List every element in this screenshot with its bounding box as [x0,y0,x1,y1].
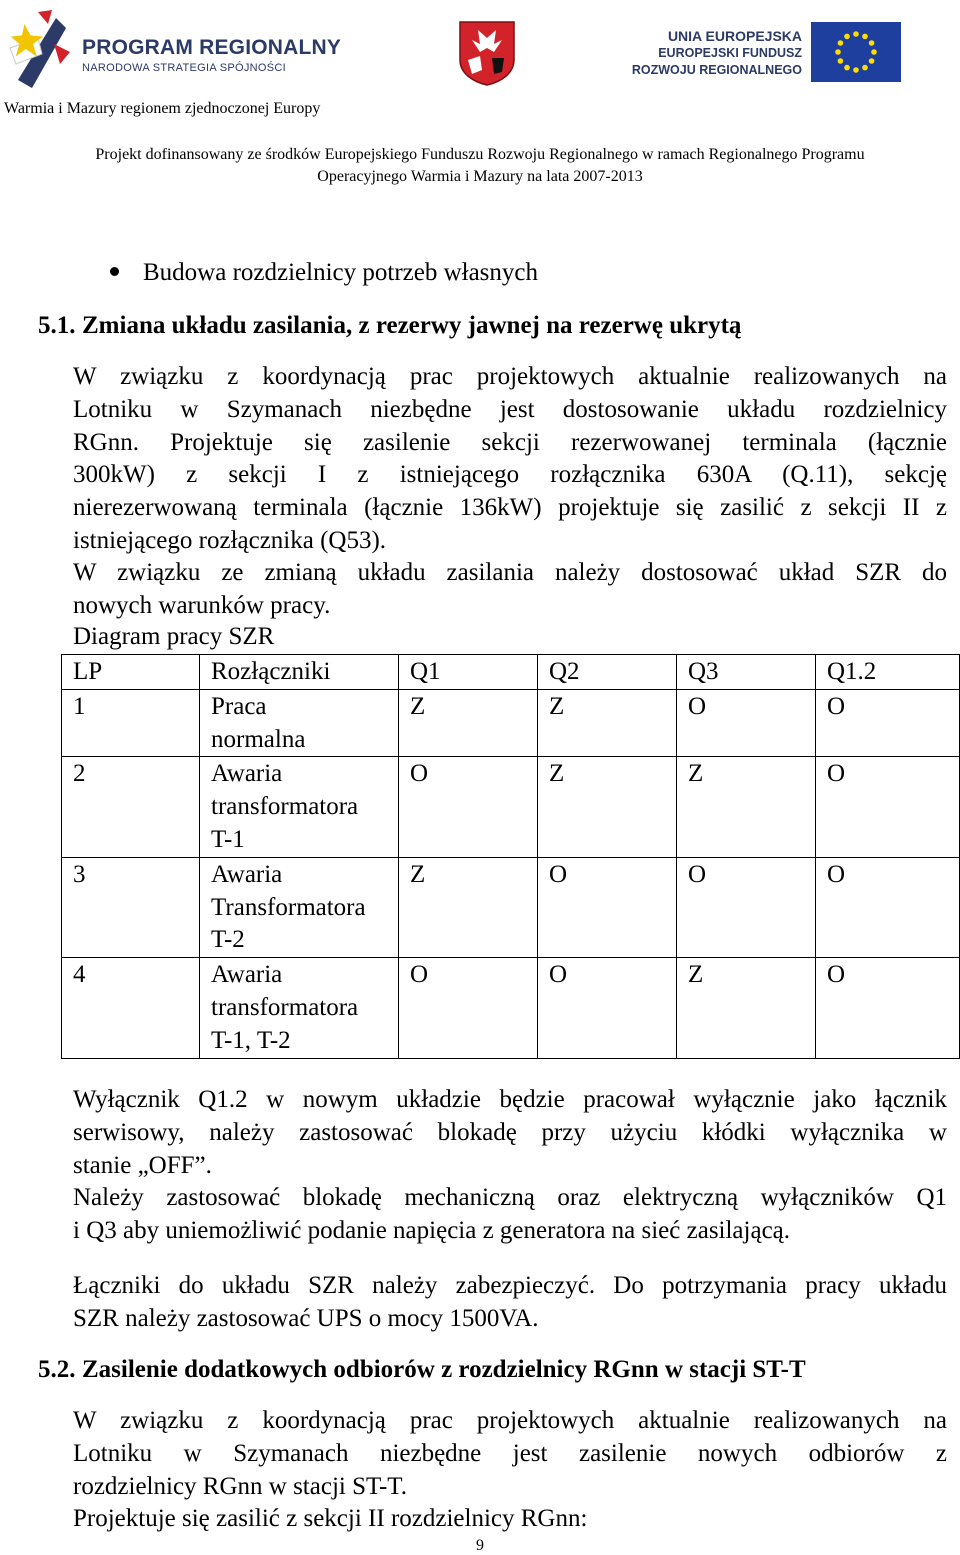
cell-lp: 2 [62,757,200,857]
desc-line: Transformatora [211,893,366,921]
eu-fund-logo [630,22,905,84]
program-name: PROGRAM REGIONALNY [82,36,342,59]
cell-q1: Z [399,857,538,957]
paragraph-line: SZR należy zastosować UPS o mocy 1500VA. [73,1304,539,1332]
cell-q2: O [538,857,677,957]
funding-note [0,144,960,188]
cell-lp: 3 [62,857,200,957]
cell-description [200,757,399,857]
paragraph-line: rozdzielnicy RGnn w stacji ST-T. [73,1472,407,1500]
desc-line: Awaria [211,961,283,989]
table-row [62,958,960,1058]
cell-q3: O [677,857,816,957]
paragraph-line: Lotniku w Szymanach niezbędne jest dostosowanie układu rozdzielnicy [73,395,947,423]
section-title: Zasilenie dodatkowych odbiorów z rozdzielnicy RGnn w stacji ST-T [82,1356,806,1383]
paragraph-line: stanie „OFF”. [73,1151,212,1179]
desc-line: transformatora [211,993,359,1021]
cell-q3: O [677,689,816,757]
desc-line: Praca [211,692,267,720]
paragraph-line: Projektuje się zasilić z sekcji II rozdzielnicy RGnn: [73,1505,588,1532]
paragraph-line: RGnn. Projektuje się zasilenie sekcji rezerwowanej terminala (łącznie [73,428,947,456]
cell-q1-2: O [816,857,960,957]
desc-line: normalna [211,725,306,753]
table-row [62,757,960,857]
header-cell-q3: Q3 [677,655,816,690]
paragraph-q1-2-service [73,1084,947,1182]
szr-diagram-table [61,654,960,1059]
paragraph-line: W związku z koordynacją prac projektowych aktualnie realizowanych na [73,1407,947,1434]
header-cell-q1-2: Q1.2 [816,655,960,690]
section-heading-5-2 [38,1356,806,1384]
bullet-icon [110,267,119,276]
paragraph-line: nowych warunków pracy. [73,591,331,619]
cell-q1-2: O [816,757,960,857]
cell-q1: O [399,958,538,1058]
coat-of-arms-icon [458,20,516,86]
cell-q1-2: O [816,689,960,757]
paragraph-line: Wyłącznik Q1.2 w nowym układzie będzie pracował wyłącznie jako łącznik [73,1086,947,1113]
paragraph-new-loads [73,1405,947,1503]
section-number: 5.2. [38,1356,76,1383]
cell-q1-2: O [816,958,960,1058]
cell-lp: 4 [62,958,200,1058]
table-row [62,689,960,757]
page-number: 9 [476,1537,484,1554]
funding-line-2: Operacyjnego Warmia i Mazury na lata 2007-2013 [317,168,643,185]
desc-line: transformatora [211,793,359,821]
funding-line-1: Projekt dofinansowany ze środków Europejskiego Funduszu Rozwoju Regionalnego w ramach Regionalnego Programu [95,146,865,163]
paragraph-line: Należy zastosować blokadę mechaniczną oraz elektryczną wyłączników Q1 [73,1184,947,1211]
paragraph-line: Łączniki do układu SZR należy zabezpieczyć. Do potrzymania pracy układu [73,1272,947,1299]
eu-line-3: ROZWOJU REGIONALNEGO [631,63,802,77]
eu-line-1: UNIA EUROPEJSKA [667,28,802,44]
paragraph-line: W związku ze zmianą układu zasilania należy dostosować układ SZR do [73,559,947,586]
paragraph-line: W związku z koordynacją prac projektowych aktualnie realizowanych na [73,363,947,390]
bullet-item [110,259,538,287]
eu-flag-icon [811,22,901,82]
paragraph-szr-change [73,557,947,623]
header-cell-q1: Q1 [399,655,538,690]
section-number: 5.1. [38,312,76,339]
cell-description [200,958,399,1058]
section-title: Zmiana układu zasilania, z rezerwy jawnej na rezerwę ukrytą [82,312,742,339]
cell-lp: 1 [62,689,200,757]
diagram-title: Diagram pracy SZR [73,623,275,650]
cell-q3: Z [677,757,816,857]
paragraph-line: nierezerwowaną terminala (łącznie 136kW) projektuje się zasilić z sekcji II z [73,494,947,522]
cell-q3: Z [677,958,816,1058]
cell-q2: Z [538,689,677,757]
paragraph-line: istniejącego rozłącznika (Q53). [73,526,387,554]
desc-line: T-1, T-2 [211,1026,291,1054]
table-header-row [62,655,960,690]
cell-q2: O [538,958,677,1058]
cell-q2: Z [538,757,677,857]
paragraph-coordination [73,361,947,558]
cell-description [200,689,399,757]
cell-q1: O [399,757,538,857]
desc-line: T-2 [211,926,245,954]
cell-description [200,857,399,957]
nss-star-icon [8,8,78,90]
paragraph-interlock [73,1182,947,1248]
header-cell-switches: Rozłączniki [200,655,399,690]
paragraph-ups [73,1270,947,1336]
header-cell-lp: LP [62,655,200,690]
eu-line-2: EUROPEJSKI FUNDUSZ [658,46,802,60]
desc-line: T-1 [211,825,245,853]
program-regionalny-logo [8,8,342,90]
bullet-text: Budowa rozdzielnicy potrzeb własnych [143,259,539,286]
desc-line: Awaria [211,860,283,888]
paragraph-section-ii [73,1503,947,1536]
paragraph-line: 300kW) z sekcji I z istniejącego rozłącznika 630A (Q.11), sekcję [73,461,947,489]
paragraph-line: serwisowy, należy zastosować blokadę przy użyciu kłódki wyłącznika w [73,1118,947,1146]
table-row [62,857,960,957]
paragraph-line: Lotniku w Szymanach niezbędne jest zasilenie nowych odbiorów z [73,1439,947,1467]
header-cell-q2: Q2 [538,655,677,690]
regional-slogan: Warmia i Mazury regionem zjednoczonej Europy [4,100,321,117]
program-subtitle: NARODOWA STRATEGIA SPÓJNOŚCI [82,62,286,74]
section-heading-5-1 [38,312,741,340]
cell-q1: Z [399,689,538,757]
paragraph-line: i Q3 aby uniemożliwić podanie napięcia z generatora na sieć zasilającą. [73,1216,791,1244]
desc-line: Awaria [211,760,283,788]
